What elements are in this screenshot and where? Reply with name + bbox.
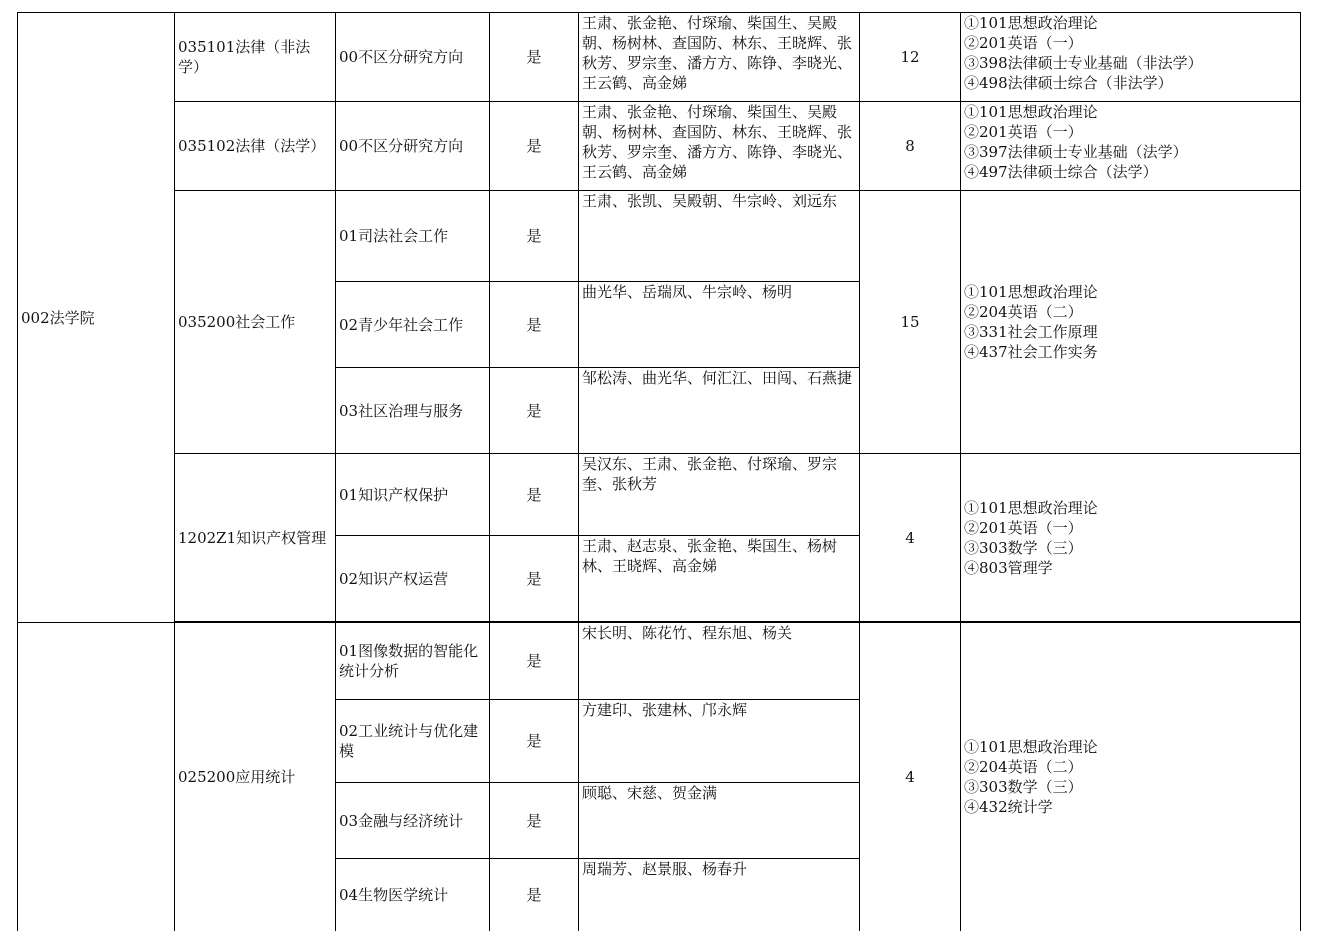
major-cell: 025200应用统计 bbox=[175, 623, 336, 931]
major-cell: 035200社会工作 bbox=[175, 191, 336, 454]
parttime-cell: 是 bbox=[490, 859, 579, 931]
exam-subjects-cell: ①101思想政治理论 ②204英语（二） ③331社会工作原理 ④437社会工作实务 bbox=[961, 191, 1301, 454]
major-cell: 1202Z1知识产权管理 bbox=[175, 454, 336, 622]
parttime-cell: 是 bbox=[490, 454, 579, 536]
direction-cell: 03社区治理与服务 bbox=[336, 368, 490, 454]
advisors-cell: 方建印、张建林、邝永辉 bbox=[579, 700, 860, 783]
advisors-cell: 王肃、张金艳、付琛瑜、柴国生、吴殿朝、杨树林、查国防、林东、王晓辉、张秋芳、罗宗奎、潘方方、陈铮、李晓光、王云鹤、高金娣 bbox=[579, 13, 860, 102]
parttime-cell: 是 bbox=[490, 700, 579, 783]
advisors-cell: 王肃、张凯、吴殿朝、牛宗岭、刘远东 bbox=[579, 191, 860, 282]
quota-cell: 12 bbox=[860, 13, 961, 102]
direction-cell: 01司法社会工作 bbox=[336, 191, 490, 282]
quota-cell: 4 bbox=[860, 454, 961, 622]
exam-subjects-cell: ①101思想政治理论 ②204英语（二） ③303数学（三） ④432统计学 bbox=[961, 623, 1301, 931]
advisors-cell: 邹松涛、曲光华、何汇江、田闯、石燕捷 bbox=[579, 368, 860, 454]
advisors-cell: 宋长明、陈花竹、程东旭、杨关 bbox=[579, 623, 860, 700]
direction-cell: 00不区分研究方向 bbox=[336, 102, 490, 191]
parttime-cell: 是 bbox=[490, 536, 579, 622]
advisors-cell: 曲光华、岳瑞凤、牛宗岭、杨明 bbox=[579, 282, 860, 368]
exam-subjects-cell: ①101思想政治理论 ②201英语（一） ③303数学（三） ④803管理学 bbox=[961, 454, 1301, 622]
advisors-cell: 王肃、张金艳、付琛瑜、柴国生、吴殿朝、杨树林、查国防、林东、王晓辉、张秋芳、罗宗奎、潘方方、陈铮、李晓光、王云鹤、高金娣 bbox=[579, 102, 860, 191]
advisors-cell: 顾聪、宋慈、贺金满 bbox=[579, 783, 860, 859]
college-cell bbox=[18, 623, 175, 931]
direction-cell: 01图像数据的智能化统计分析 bbox=[336, 623, 490, 700]
major-cell: 035102法律（法学） bbox=[175, 102, 336, 191]
college-cell: 002法学院 bbox=[18, 13, 175, 623]
direction-cell: 02知识产权运营 bbox=[336, 536, 490, 622]
advisors-cell: 吴汉东、王肃、张金艳、付琛瑜、罗宗奎、张秋芳 bbox=[579, 454, 860, 536]
parttime-cell: 是 bbox=[490, 623, 579, 700]
quota-cell: 15 bbox=[860, 191, 961, 454]
parttime-cell: 是 bbox=[490, 783, 579, 859]
quota-cell: 4 bbox=[860, 623, 961, 931]
parttime-cell: 是 bbox=[490, 102, 579, 191]
advisors-cell: 王肃、赵志泉、张金艳、柴国生、杨树林、王晓辉、高金娣 bbox=[579, 536, 860, 622]
parttime-cell: 是 bbox=[490, 282, 579, 368]
direction-cell: 04生物医学统计 bbox=[336, 859, 490, 931]
exam-subjects-cell: ①101思想政治理论 ②201英语（一） ③398法律硕士专业基础（非法学） ④498法律硕士综合（非法学） bbox=[961, 13, 1301, 102]
quota-cell: 8 bbox=[860, 102, 961, 191]
parttime-cell: 是 bbox=[490, 13, 579, 102]
direction-cell: 02工业统计与优化建模 bbox=[336, 700, 490, 783]
advisors-cell: 周瑞芳、赵景服、杨春升 bbox=[579, 859, 860, 931]
direction-cell: 03金融与经济统计 bbox=[336, 783, 490, 859]
exam-subjects-cell: ①101思想政治理论 ②201英语（一） ③397法律硕士专业基础（法学） ④497法律硕士综合（法学） bbox=[961, 102, 1301, 191]
direction-cell: 00不区分研究方向 bbox=[336, 13, 490, 102]
parttime-cell: 是 bbox=[490, 191, 579, 282]
direction-cell: 02青少年社会工作 bbox=[336, 282, 490, 368]
direction-cell: 01知识产权保护 bbox=[336, 454, 490, 536]
major-cell: 035101法律（非法学） bbox=[175, 13, 336, 102]
enrollment-table bbox=[17, 12, 1301, 931]
parttime-cell: 是 bbox=[490, 368, 579, 454]
